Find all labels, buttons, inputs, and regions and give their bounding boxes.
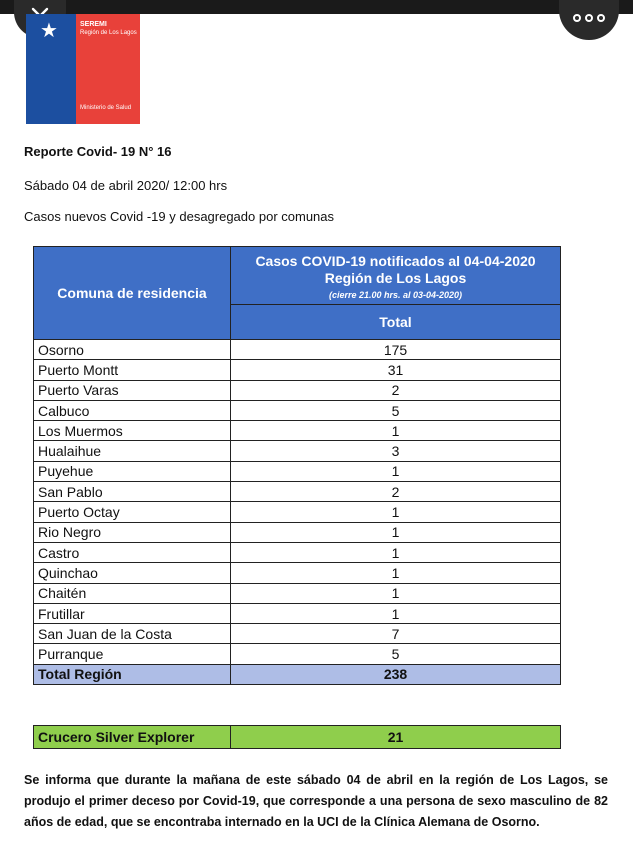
table-row	[34, 380, 561, 400]
logo-ministerio: Ministerio de Salud	[80, 105, 132, 111]
cases-table	[33, 246, 561, 685]
table-row	[34, 421, 561, 441]
row-total: 7	[231, 624, 561, 644]
more-options-button[interactable]	[559, 0, 619, 40]
row-total: 1	[231, 502, 561, 522]
row-commune: Hualaihue	[34, 441, 231, 461]
table-row	[34, 624, 561, 644]
row-commune: Frutillar	[34, 603, 231, 623]
row-commune: Osorno	[34, 340, 231, 360]
logo-seremi: SEREMI	[80, 21, 107, 28]
report-title: Reporte Covid- 19 N° 16	[24, 144, 172, 159]
row-commune: Los Muermos	[34, 421, 231, 441]
row-commune: Calbuco	[34, 400, 231, 420]
header-title	[231, 247, 561, 305]
table-row	[34, 563, 561, 583]
row-commune: Castro	[34, 542, 231, 562]
logo-region: Región de Los Lagos	[80, 30, 137, 36]
cruise-row	[34, 726, 561, 749]
row-total: 1	[231, 522, 561, 542]
row-commune: Chaitén	[34, 583, 231, 603]
header-title-note: (cierre 21.00 hrs. al 03-04-2020)	[328, 290, 463, 300]
table-row	[34, 644, 561, 664]
header-title-line2: Región de Los Lagos	[324, 270, 467, 286]
row-commune: Puerto Varas	[34, 380, 231, 400]
table-body	[34, 340, 561, 665]
row-total: 175	[231, 340, 561, 360]
table-row	[34, 360, 561, 380]
row-total: 1	[231, 583, 561, 603]
row-total: 2	[231, 380, 561, 400]
header-commune: Comuna de residencia	[34, 247, 231, 340]
header-total: Total	[231, 305, 561, 340]
table-row	[34, 603, 561, 623]
row-total: 31	[231, 360, 561, 380]
cruise-label: Crucero Silver Explorer	[34, 726, 231, 749]
row-total: 1	[231, 461, 561, 481]
row-total: 5	[231, 400, 561, 420]
table-row	[34, 482, 561, 502]
table-row	[34, 502, 561, 522]
row-commune: San Juan de la Costa	[34, 624, 231, 644]
cruise-value: 21	[231, 726, 561, 749]
row-total: 2	[231, 482, 561, 502]
header-title-line1: Casos COVID-19 notificados al 04-04-2020	[255, 253, 536, 269]
row-total: 1	[231, 421, 561, 441]
viewer-top-bar	[0, 0, 633, 14]
table-row	[34, 441, 561, 461]
table-row	[34, 461, 561, 481]
table-row	[34, 340, 561, 360]
row-total: 5	[231, 644, 561, 664]
report-subtitle: Casos nuevos Covid -19 y desagregado por comunas	[24, 209, 335, 224]
ministry-logo	[26, 14, 140, 124]
row-commune: Quinchao	[34, 563, 231, 583]
row-commune: Puyehue	[34, 461, 231, 481]
cruise-table	[33, 725, 561, 749]
total-row	[34, 664, 561, 684]
table-row	[34, 400, 561, 420]
row-total: 1	[231, 563, 561, 583]
total-label: Total Región	[34, 664, 231, 684]
report-date: Sábado 04 de abril 2020/ 12:00 hrs	[24, 178, 228, 193]
star-icon: ★	[40, 20, 58, 42]
table-row	[34, 522, 561, 542]
row-total: 1	[231, 542, 561, 562]
row-commune: Purranque	[34, 644, 231, 664]
row-commune: Puerto Montt	[34, 360, 231, 380]
total-value: 238	[231, 664, 561, 684]
row-total: 1	[231, 603, 561, 623]
death-notice: Se informa que durante la mañana de este sábado 04 de abril en la región de Los Lagos, se produjo el primer deceso por Covid-19, que corresponde a una persona de sexo masculino de 82 años de edad, que se encontraba internado en la UCI de la Clínica Alemana de Osorno.	[24, 773, 608, 829]
table-row	[34, 583, 561, 603]
row-commune: San Pablo	[34, 482, 231, 502]
row-commune: Puerto Octay	[34, 502, 231, 522]
more-dots-icon	[573, 14, 605, 22]
row-commune: Rio Negro	[34, 522, 231, 542]
row-total: 3	[231, 441, 561, 461]
table-row	[34, 542, 561, 562]
